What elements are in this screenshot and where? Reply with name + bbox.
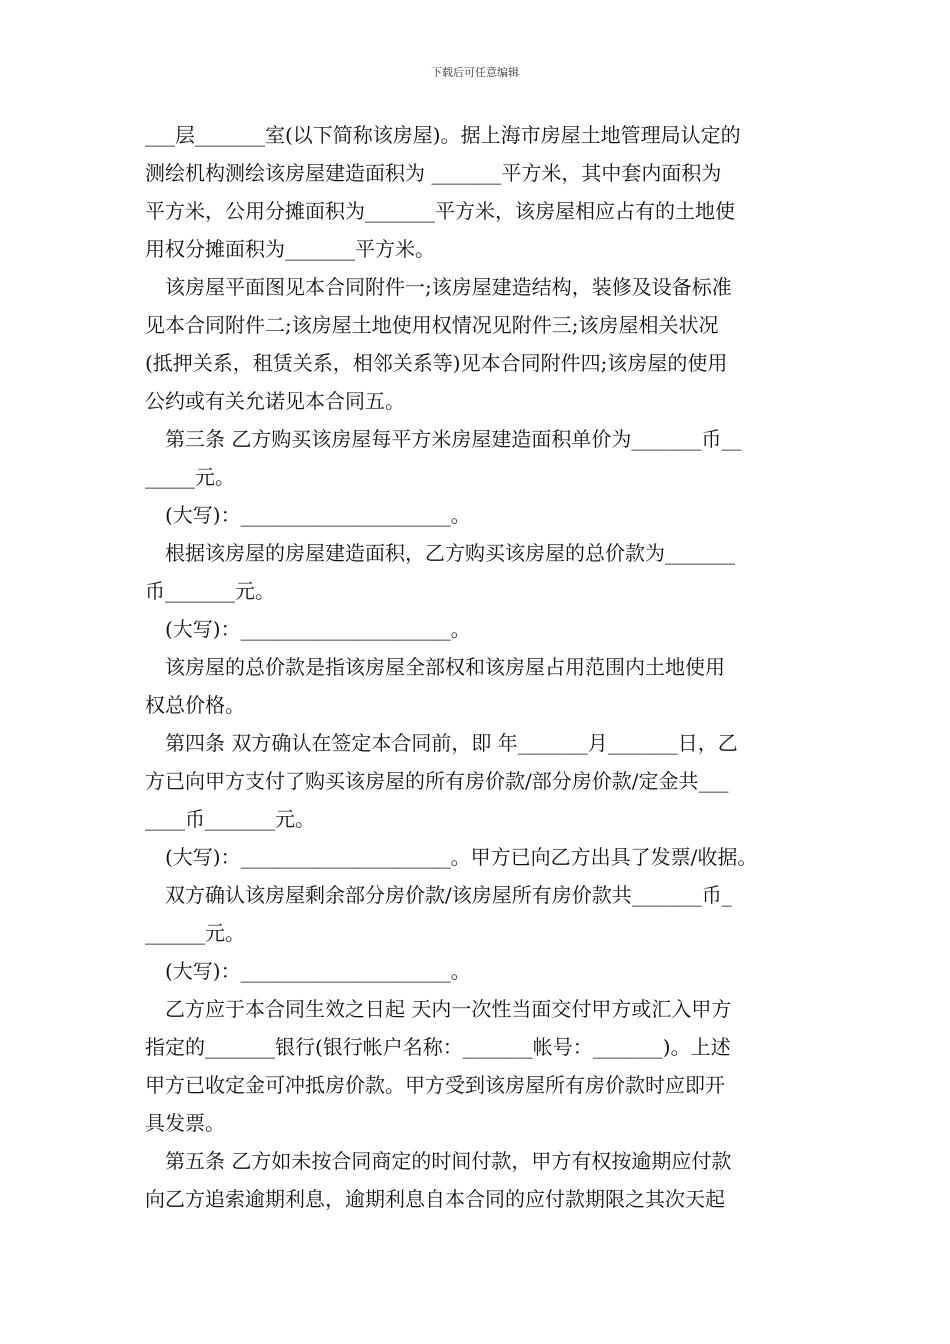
text-line: ____币_______元。 [145, 807, 315, 831]
text-line: 该房屋平面图见本合同附件一;该房屋建造结构，装修及设备标准 [165, 275, 732, 299]
paragraph-capital-2 [145, 610, 813, 648]
text-line: 币_______元。 [145, 579, 275, 603]
paragraph-total-definition [145, 648, 813, 724]
text-line: 该房屋的总价款是指该房屋全部权和该房屋占用范围内土地使用 [165, 655, 725, 679]
text-line: 根据该房屋的房屋建造面积，乙方购买该房屋的总价款为_______ [165, 541, 735, 565]
paragraph-article-4 [145, 724, 813, 838]
page-header: 下载后可任意编辑 [431, 66, 519, 79]
text-line: 权总价格。 [145, 693, 245, 717]
text-line: ___层_______室(以下简称该房屋)。据上海市房屋土地管理局认定的 [145, 123, 741, 147]
paragraph-article-5 [145, 1142, 813, 1218]
text-line: 指定的_______银行(银行帐户名称：_______帐号：_______)。上述 [145, 1035, 731, 1059]
text-line: 第四条 双方确认在签定本合同前，即 年_______月_______日，乙 [165, 731, 738, 755]
paragraph-capital-4 [145, 952, 813, 990]
paragraph-payment [145, 990, 813, 1142]
paragraph-capital-1 [145, 496, 813, 534]
text-line: (大写)：_____________________。 [165, 503, 471, 527]
paragraph-capital-3 [145, 838, 813, 876]
text-line: 测绘机构测绘该房屋建造面积为 _______平方米，其中套内面积为 [145, 161, 722, 185]
text-line: _____元。 [145, 465, 235, 489]
text-line: 用权分摊面积为_______平方米。 [145, 237, 435, 261]
text-line: 双方确认该房屋剩余部分房价款/该房屋所有房价款共_______币_ [165, 883, 732, 907]
text-line: 平方米，公用分摊面积为_______平方米，该房屋相应占有的土地使 [145, 199, 735, 223]
text-line: 方已向甲方支付了购买该房屋的所有房价款/部分房价款/定金共___ [145, 769, 729, 793]
text-line: 具发票。 [145, 1111, 225, 1135]
paragraph-article-3 [145, 420, 813, 496]
text-line: 甲方已收定金可冲抵房价款。甲方受到该房屋所有房价款时应即开 [145, 1073, 725, 1097]
paragraph-attachments [145, 268, 813, 420]
text-line: 第三条 乙方购买该房屋每平方米房屋建造面积单价为_______币__ [165, 427, 742, 451]
paragraph-remaining [145, 876, 813, 952]
text-line: 向乙方追索逾期利息，逾期利息自本合同的应付款期限之其次天起 [145, 1187, 725, 1211]
text-line: 公约或有关允诺见本合同五。 [145, 389, 405, 413]
paragraph-room-area [145, 116, 813, 268]
text-line: (大写)：_____________________。 [165, 959, 471, 983]
text-line: (大写)：_____________________。甲方已向乙方出具了发票/收据。 [165, 845, 758, 869]
document-body [145, 116, 813, 1218]
paragraph-total-price [145, 534, 813, 610]
text-line: ______元。 [145, 921, 245, 945]
text-line: 见本合同附件二;该房屋土地使用权情况见附件三;该房屋相关状况 [145, 313, 719, 337]
text-line: (抵押关系，租赁关系，相邻关系等)见本合同附件四;该房屋的使用 [145, 351, 728, 375]
text-line: 乙方应于本合同生效之日起 天内一次性当面交付甲方或汇入甲方 [165, 997, 732, 1021]
text-line: (大写)：_____________________。 [165, 617, 471, 641]
text-line: 第五条 乙方如未按合同商定的时间付款，甲方有权按逾期应付款 [165, 1149, 732, 1173]
